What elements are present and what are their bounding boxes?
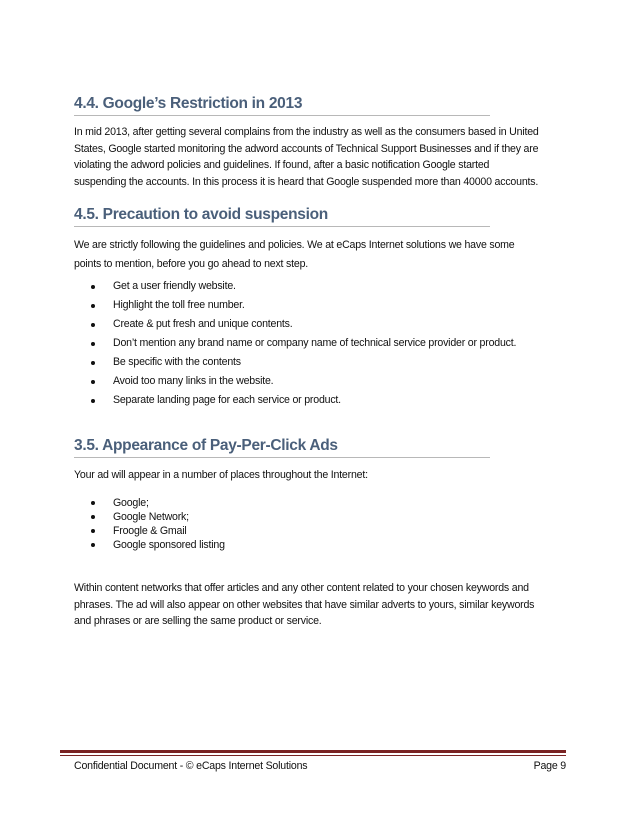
paragraph-line: and phrases or are selling the same product or service. [74, 615, 322, 627]
paragraph-line: Your ad will appear in a number of places throughout the Internet: [74, 469, 368, 481]
paragraph-line: violating the adword policies and guidelines. If found, after a basic notification Google started [74, 159, 490, 171]
section-heading-4-5: 4.5. Precaution to avoid suspension [74, 206, 490, 227]
paragraph-line: In mid 2013, after getting several complains from the industry as well as the consumers based in United [74, 126, 539, 138]
section-heading-3-5: 3.5. Appearance of Pay-Per-Click Ads [74, 437, 490, 458]
section-heading-4-4: 4.4. Google’s Restriction in 2013 [74, 95, 490, 116]
list-item: Froogle & Gmail [88, 524, 225, 538]
section-4-4-paragraph [74, 124, 566, 190]
page-number: Page 9 [533, 760, 566, 772]
paragraph-line: phrases. The ad will also appear on other websites that have similar adverts to yours, similar keywords [74, 598, 535, 611]
section-3-5-intro [74, 467, 566, 484]
list-item: Get a user friendly website. [88, 277, 516, 296]
footer-divider-thin [60, 755, 566, 756]
list-item: Google; [88, 496, 225, 510]
list-item: Don’t mention any brand name or company name of technical service provider or product. [88, 334, 516, 353]
list-item: Google sponsored listing [88, 538, 225, 552]
section-3-5-paragraph [74, 580, 566, 630]
paragraph-line: points to mention, before you go ahead to next step. [74, 258, 309, 270]
section-4-5-paragraph [74, 236, 566, 274]
precaution-bullet-list [88, 277, 516, 410]
list-item: Create & put fresh and unique contents. [88, 315, 516, 334]
footer-divider [60, 750, 566, 753]
paragraph-line: We are strictly following the guidelines and policies. We at eCaps Internet solutions we have some [74, 239, 515, 251]
list-item: Google Network; [88, 510, 225, 524]
paragraph-line: suspending the accounts. In this process it is heard that Google suspended more than 40000 accounts. [74, 175, 539, 188]
list-item: Avoid too many links in the website. [88, 372, 516, 391]
paragraph-line: States, Google started monitoring the adword accounts of Technical Support Businesses and if they are [74, 142, 539, 155]
paragraph-line: Within content networks that offer articles and any other content related to your chosen keywords and [74, 582, 529, 594]
list-item: Highlight the toll free number. [88, 296, 516, 315]
list-item: Separate landing page for each service or product. [88, 391, 516, 410]
footer-confidential-note: Confidential Document - © eCaps Internet Solutions [74, 760, 308, 772]
list-item: Be specific with the contents [88, 353, 516, 372]
ad-placement-bullet-list [88, 496, 225, 552]
